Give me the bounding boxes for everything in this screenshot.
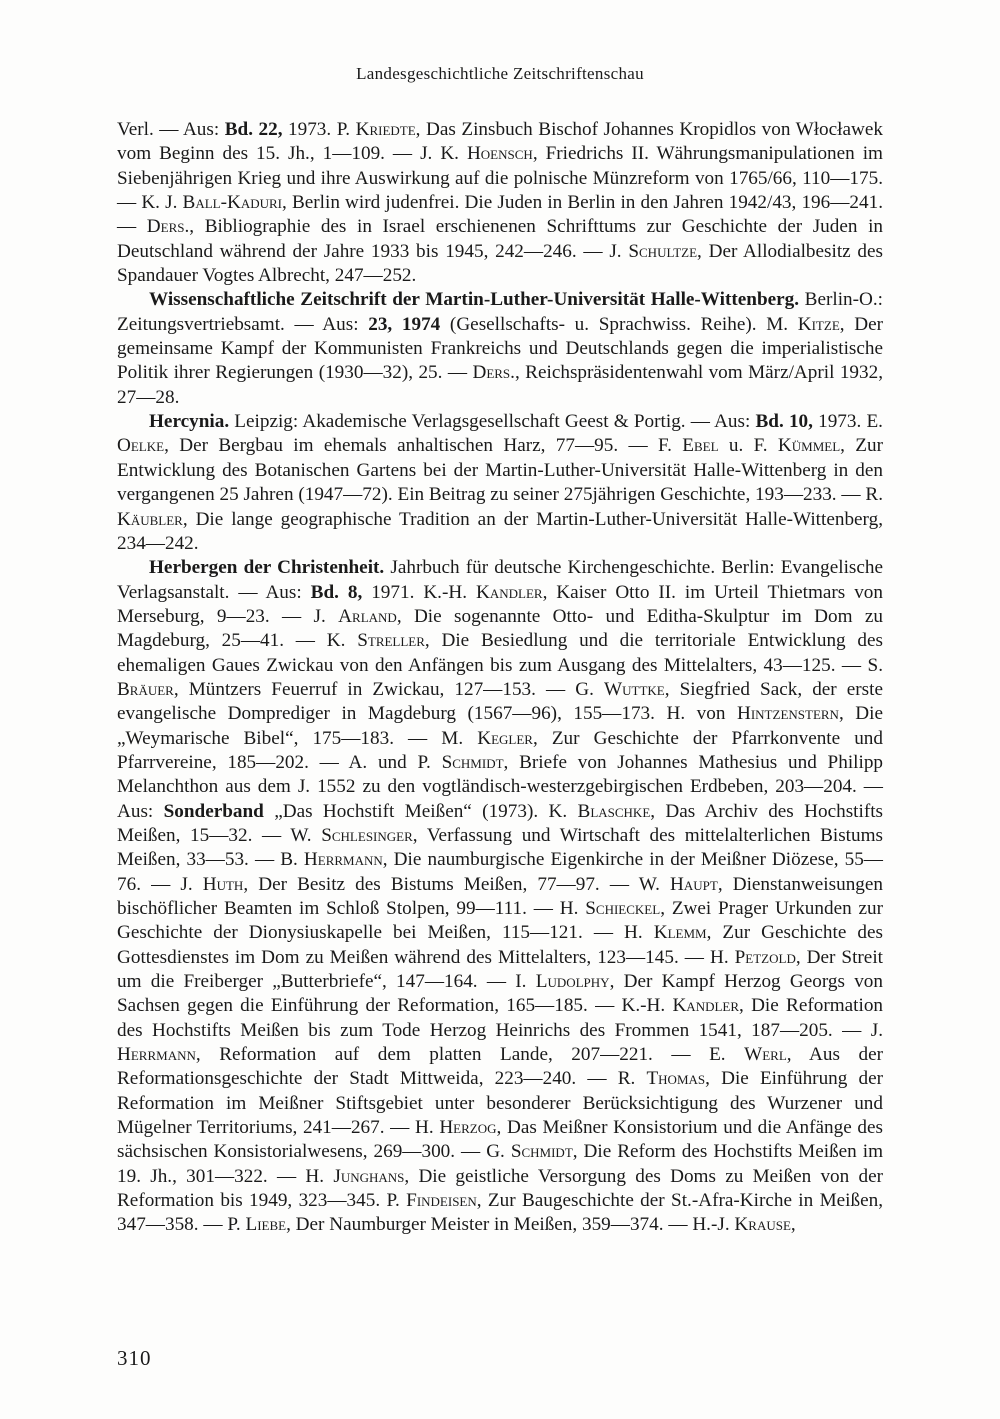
entry-text: Berlin-O.: Zeitungsvertriebsamt. — Aus: xyxy=(117,289,883,335)
entry-text: , Verfassung und Wirtschaft des mittelalterlichen Bistums Meißen, 33—53. — B. xyxy=(117,824,883,871)
author-name: Schmidt xyxy=(441,751,504,773)
entry-text: , Müntzers Feuerruf in Zwickau, 127—153. — G. xyxy=(173,678,605,700)
entry-text: , Zwei Prager Urkunden zur Geschichte der Dionysiuskapelle bei Meißen, 115—121. — H. xyxy=(117,898,883,944)
entry-text: 1973. E. xyxy=(812,411,883,433)
author-name: Schultze xyxy=(628,240,698,262)
journal-title: Herbergen der Christenheit. xyxy=(149,557,385,579)
entry-text: , Zur Entwicklung des Botanischen Gartens bei der Martin-Luther-Universität Halle-Wittenberg in den vergangenen 25 Jahren (1947—72). Ein Beitrag zu seiner 275jährigen Geschichte, 193—233. — R. xyxy=(117,435,883,506)
author-name: Ball-Kaduri xyxy=(182,192,283,214)
author-name: Hintzenstern xyxy=(736,703,839,725)
journal-title: Bd. 10, xyxy=(755,411,813,433)
entry-text: , Die lange geographische Tradition an der Martin-Luther-Universität Halle-Wittenberg, 234—242. xyxy=(117,508,883,554)
author-name: Streller xyxy=(357,630,425,652)
entry-text: , Der gemeinsame Kampf der Kommunisten Frankreichs und Deutschlands gegen die imperialistische Politik ihrer Regierungen (1930—32), 25. — xyxy=(117,313,883,384)
running-head: Landesgeschichtliche Zeitschriftenschau xyxy=(356,64,644,83)
entry-text: , Zur Geschichte der Pfarrkonvente und Pfarrvereine, 185—202. — A. und P. xyxy=(117,727,883,773)
author-name: Ders. xyxy=(472,362,515,384)
author-name: Käubler xyxy=(117,508,183,530)
author-name: Schieckel xyxy=(585,898,661,919)
entry-text: , Die Reformation des Hochstifts Meißen bis zum Tode Herzog Heinrichs des Frommen 1541, 187—205. — J. xyxy=(117,995,884,1041)
entry-text: Verl. — Aus: xyxy=(117,119,225,140)
entry-text: , Briefe von Johannes Mathesius und Philipp Melanchthon aus dem J. 1552 zu den vogtländisch-westerzgebirgischen Erdbeben, 203—204. — Aus: xyxy=(117,751,884,822)
entry-text: , Die sogenannte Otto- und Editha-Skulptur im Dom zu Magdeburg, 25—41. — K. xyxy=(117,605,883,652)
journal-title: Bd. 8, xyxy=(310,581,363,603)
entry-text: u. F. xyxy=(718,435,778,457)
author-name: Kandler xyxy=(475,581,543,603)
entry-text: , Reformation auf dem platten Lande, 207—221. — E. xyxy=(195,1044,745,1066)
entry-text: , Der Allodialbesitz des Spandauer Vogtes Albrecht, 247—252. xyxy=(117,240,883,287)
entry-text: , Zur Baugeschichte der St.-Afra-Kirche in Meißen, 347—358. — P. xyxy=(117,1190,883,1236)
entry-text: , Der Bergbau im ehemals anhaltischen Harz, 77—95. — F. xyxy=(164,435,683,457)
bibliography-entry xyxy=(117,288,883,410)
entry-text: 1973. P. xyxy=(282,119,356,140)
body-text xyxy=(117,118,883,1238)
journal-title: Hercynia. xyxy=(149,411,230,433)
entry-text: , Der Streit um die Freiberger „Butterbriefe“, 147—164. — I. xyxy=(117,946,883,993)
entry-text: , Kaiser Otto II. im Urteil Thietmars von Merseburg, 9—23. — J. xyxy=(117,581,883,627)
page-number: 310 xyxy=(117,1346,152,1370)
bibliography-entry xyxy=(117,556,883,1238)
entry-text: , Die naumburgische Eigenkirche in der Meißner Diözese, 55—76. — J. xyxy=(117,849,883,895)
author-name: Werl xyxy=(744,1044,787,1066)
author-name: Arland xyxy=(338,605,397,627)
author-name: Haupt xyxy=(670,873,718,895)
entry-text: , Dienstanweisungen bischöflicher Beamten im Schloß Stolpen, 99—111. — H. xyxy=(117,873,883,919)
entry-text: , Siegfried Sack, der erste evangelische Domprediger in Magdeburg (1567—96), 155—173. H. von xyxy=(117,678,883,725)
entry-text: , Das Meißner Konsistorium und die Anfänge des sächsischen Konsistorialwesens, 269—300. — G. xyxy=(117,1117,883,1163)
entry-text: „Das Hochstift Meißen“ (1973). K. xyxy=(263,800,578,822)
entry-text: , Der Naumburger Meister in Meißen, 359—374. — H.-J. xyxy=(286,1214,735,1236)
entry-text: , Das Archiv des Hochstifts Meißen, 15—32. — W. xyxy=(117,800,884,846)
author-name: Kandler xyxy=(672,995,740,1017)
author-name: Junghans xyxy=(333,1165,405,1187)
author-name: Ders. xyxy=(146,216,190,238)
entry-text: , Der Besitz des Bistums Meißen, 77—97. — W. xyxy=(243,873,671,895)
entry-text: , Zur Geschichte des Gottesdienstes im Dom zu Meißen während des Mittelalters, 123—145. — H. xyxy=(117,922,883,968)
author-name: Petzold xyxy=(734,946,796,968)
author-name: Wuttke xyxy=(604,678,665,700)
author-name: Huth xyxy=(202,873,244,895)
entry-text: , Die Einführung der Reformation im Meißner Stiftsgebiet unter besonderer Berücksichtigung des Wurzener und Mügelner Territoriums, 241—267. — H. xyxy=(117,1068,883,1139)
author-name: Ludolphy xyxy=(535,971,610,993)
journal-title: Wissenschaftliche Zeitschrift der Martin-Luther-Universität Halle-Wittenberg. xyxy=(149,289,800,311)
entry-text: Leipzig: Akademische Verlagsgesellschaft Geest & Portig. — Aus: xyxy=(229,411,756,433)
author-name: Findeisen xyxy=(406,1190,477,1212)
entry-text: , Das Zinsbuch Bischof Johannes Kropidlos von Włocławek vom Beginn des 15. Jh., 1—109. — J. K. xyxy=(117,119,883,165)
author-name: Oelke xyxy=(117,435,165,457)
entry-text: 1971. K.-H. xyxy=(362,581,476,603)
author-name: Blaschke xyxy=(577,800,651,822)
journal-title: Bd. 22, xyxy=(224,119,283,140)
entry-text: Jahrbuch für deutsche Kirchengeschichte. Berlin: Evangelische Verlagsanstalt. — Aus: xyxy=(117,557,883,603)
author-name: Bräuer xyxy=(117,678,174,700)
entry-text: , Bibliographie des in Israel erschienenen Schrifttums zur Geschichte der Juden in Deutschland während der Jahre 1933 bis 1945, 242—246. — J. xyxy=(117,216,884,262)
entry-text: , Aus der Reformationsgeschichte der Stadt Mittweida, 223—240. — R. xyxy=(117,1044,884,1090)
entry-text: , Die Reform des Hochstifts Meißen im 19. Jh., 301—322. — H. xyxy=(117,1141,883,1187)
bibliography-entry xyxy=(117,410,883,556)
bibliography-entry xyxy=(117,118,883,288)
author-name: Kümmel xyxy=(777,435,841,457)
entry-text: , Friedrichs II. Währungsmanipulationen im Siebenjährigen Krieg und ihre Auswirkung auf die polnische Münzreform von 1765/66, 110—175. — K. J. xyxy=(117,143,883,214)
entry-text: , xyxy=(790,1214,796,1236)
author-name: Thomas xyxy=(646,1068,706,1090)
author-name: Herzog xyxy=(439,1117,497,1139)
author-name: Ebel xyxy=(682,435,719,457)
author-name: Kegler xyxy=(477,727,533,749)
entry-text: , Der Kampf Herzog Georgs von Sachsen gegen die Einführung der Reformation, 165—185. — K.-H. xyxy=(117,971,883,1017)
author-name: Krause xyxy=(734,1214,791,1236)
entry-text: (Gesellschafts- u. Sprachwiss. Reihe). M. xyxy=(440,313,798,335)
author-name: Liebe xyxy=(245,1214,287,1236)
journal-title: Sonderband xyxy=(163,800,264,822)
entry-text: , Die Besiedlung und die territoriale Entwicklung des ehemaligen Gaues Zwickau von den Anfängen bis zum Ausgang des Mittelalters, 43—125. — S. xyxy=(117,630,883,676)
entry-text: , Die „Weymarische Bibel“, 175—183. — M. xyxy=(117,703,883,749)
author-name: Schmidt xyxy=(510,1141,573,1163)
entry-text: , Berlin wird judenfrei. Die Juden in Berlin in den Jahren 1942/43, 196—241. — xyxy=(117,192,883,238)
author-name: Schlesinger xyxy=(321,824,413,846)
author-name: Klemm xyxy=(653,922,707,944)
author-name: Herrmann xyxy=(303,849,383,871)
entry-text: , Reichspräsidentenwahl vom März/April 1932, 27—28. xyxy=(117,362,884,408)
author-name: Hoensch xyxy=(466,143,533,165)
author-name: Kriedte xyxy=(355,119,416,140)
entry-text: , Die geistliche Versorgung des Doms zu Meißen von der Reformation bis 1949, 323—345. P. xyxy=(117,1165,883,1212)
author-name: Kitze xyxy=(797,313,840,335)
journal-title: 23, 1974 xyxy=(368,313,441,335)
author-name: Herrmann xyxy=(117,1044,196,1066)
